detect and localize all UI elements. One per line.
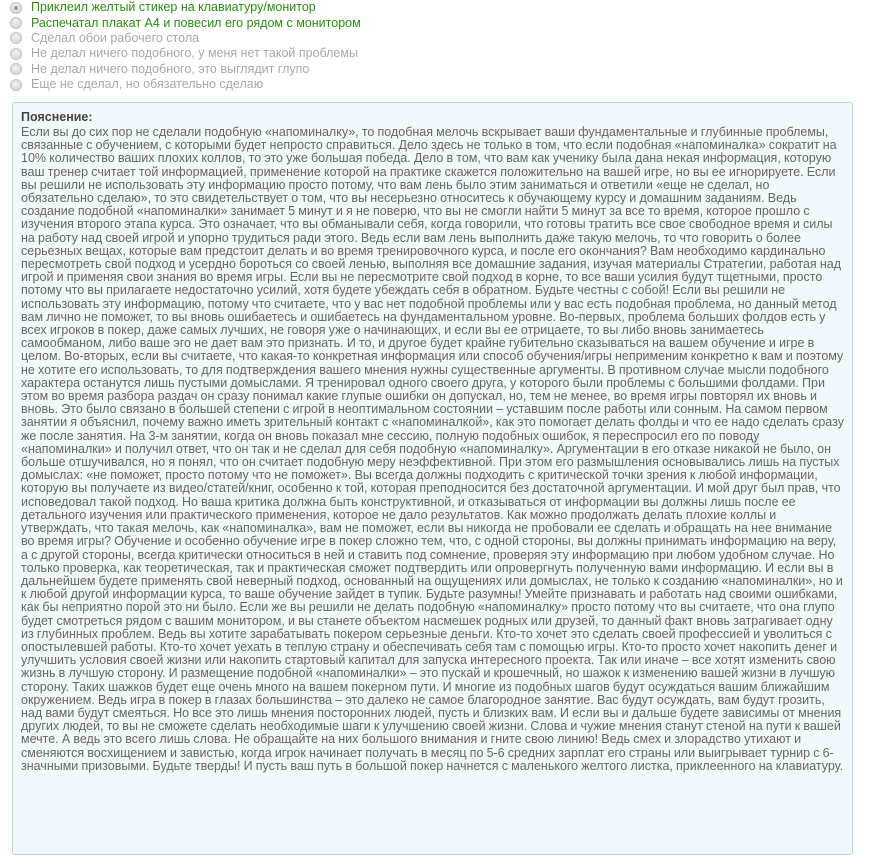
answer-option-label: Приклеил желтый стикер на клавиатуру/монитор bbox=[31, 0, 316, 15]
answer-option-wallpaper[interactable] bbox=[10, 31, 870, 46]
answer-option-label: Не делал ничего подобного, у меня нет такой проблемы bbox=[31, 46, 358, 61]
answer-option-poster[interactable] bbox=[10, 15, 870, 30]
radio-button[interactable] bbox=[10, 17, 22, 29]
answer-option-not-yet[interactable] bbox=[10, 77, 870, 92]
answer-option-no-problem[interactable] bbox=[10, 46, 870, 61]
radio-button[interactable] bbox=[10, 48, 22, 60]
radio-button[interactable] bbox=[10, 2, 22, 14]
answer-option-label: Не делал ничего подобного, это выглядит глупо bbox=[31, 61, 310, 76]
answer-option-label: Сделал обои рабочего стола bbox=[31, 30, 200, 45]
explanation-box bbox=[12, 102, 853, 855]
explanation-title: Пояснение: bbox=[21, 110, 93, 124]
radio-button[interactable] bbox=[10, 79, 22, 91]
explanation-text: Если вы до сих пор не сделали подобную «напоминалку», то подобная мелочь вскрывает ваши фундаментальные и глубинные проблемы, связанные с обучением, с которыми будет непросто справиться. Дело здесь не только в том, что если подобная «напоминалка» сократит на 10% количество ваших плохих коллов, то это уже большая победа. Дело в том, что вам как ученику была дана некая информация, которую ваш тренер считает той информацией, применение которой на практике скажется положительно на вашей игре, но вы ее игнорируете. Если вы решили не использовать эту информацию просто потому, что вам лень было этим заниматься и ответили «еще не сделал, но обязательно сделаю», то это свидетельствует о том, что вы несерьезно относитесь к обучающему курсу и домашним заданиям. Ведь создание подобной «напоминалки» занимает 5 минут и я не поверю, что вы не смогли найти 5 минут за все то время, которое прошло с изучения второго этапа курса. Это означает, что вы обманывали себя, когда говорили, что готовы тратить все свое свободное время и силы на работу над своей игрой и упорно трудиться ради этого. Ведь если вам лень выполнить даже такую мелочь, то что говорить о более серьезных вещах, которые вам предстоит делать и во время тренировочного курса, и после его окончания? Вам необходимо кардинально пересмотреть свой подход и усердно бороться со своей ленью, выполняя все домашние задания, изучая материалы Стратегии, работая над игрой и применяя свои знания во время игры. Если вы не пересмотрите свой подход в корне, то все ваши усилия будут тщетными, просто потому что вы прилагаете недостаточно усилий, хотя будете убеждать себя в обратном. Будьте честны с собой! Если вы решили не использовать эту информацию, потому что считаете, что у вас нет подобной проблемы или у вас есть подобная проблема, но данный метод вам лично не поможет, то вы вновь ошибаетесь и ошибаетесь на фундаментальном уровне. Во-первых, проблема больших фолдов есть у всех игроков в покер, даже самых лучших, не говоря уже о начинающих, и если вы ее отрицаете, то вы либо вновь занимаетесь самообманом, либо ваше эго не дает вам это признать. И то, и другое будет крайне губительно сказываться на вашем обучение и игре в целом. Во-вторых, если вы считаете, что какая-то конкретная информация или способ обучения/игры неприменим конкретно к вам и поэтому не хотите его использовать, то для подтверждения вашего мнения нужны существенные аргументы. В противном случае мысли подобного характера останутся лишь пустыми домыслами. Я тренировал одного своего друга, у которого были проблемы с большими фолдами. При этом во время разбора раздач он сразу понимал какие глупые ошибки он допускал, но, тем не менее, во время игры повторял их вновь и вновь. Это было связано в большей степени с игрой в неоптимальном состоянии – уставшим после работы или сонным. На самом первом занятии я объяснил, почему важно иметь зрительный контакт с «напоминалкой», как это помогает делать фолды и что ее надо сделать сразу же после занятия. На 3-м занятии, когда он вновь показал мне сессию, полную подобных ошибок, я переспросил его по поводу «напоминалки» и получил ответ, что он так и не сделал для себя подобную «напоминалку». Аргументации в его отказе никакой не было, он больше отшучивался, но я понял, что он считает подобную меру неэффективной. При этом его размышления основывались лишь на пустых домыслах: «не поможет, просто потому что не поможет». Вы всегда должны подходить с критической точки зрения к любой информации, которую вы получаете из видео/статей/книг, особенно к той, которая преподносится без достаточной аргументации. И мой друг был прав, что исповедовал такой подход. Но ваша критика должна быть конструктивной, и отказываться от информации вы должны лишь после ее детального изучения или практического применения, которое не дало результатов. Как можно продолжать делать плохие коллы и утверждать, что такая мелочь, как «напоминалка», вам не поможет, если вы никогда не пробовали ее сделать и обращать на нее внимание во время игры? Обучение и особенно обучение игре в покер сложно тем, что, с одной стороны, вы должны принимать информацию на веру, а с другой стороны, всегда критически относиться в ней и ставить под сомнение, проверяя эту информацию при любом удобном случае. Но только проверка, как теоретическая, так и практическая сможет подтвердить или опровергнуть полученную вами информацию. И если вы в дальнейшем будете применять свой неверный подход, основанный на ощущениях или домыслах, не только к созданию «напоминалки», но и к любой другой информации курса, то ваше обучение зайдет в тупик. Будьте разумны! Умейте признавать и работать над своими ошибками, как бы неприятно порой это ни было. Если же вы решили не делать подобную «напоминалку» просто потому что вы считаете, что она глупо будет смотреться рядом с вашим монитором, и вы станете объектом насмешек родных или друзей, то данный факт вновь затрагивает одну из глубинных проблем. Ведь вы хотите зарабатывать покером серьезные деньги. Кто-то хочет это сделать своей профессией и уволиться с опостылевшей работы. Кто-то хочет уехать в теплую страну и обеспечивать себя там с помощью игры. Кто-то просто хочет накопить денег и улучшить условия своей жизни или накопить стартовый капитал для запуска интересного проекта. Так или иначе – все хотят изменить свою жизнь в лучшую сторону. И размещение подобной «напоминалки» – это пускай и крошечный, но шажок к изменению вашей жизни в лучшую сторону. Таких шажков будет еще очень много на вашем покерном пути. И многие из подобных шагов будут осуждаться вашим ближайшим окружением. Ведь игра в покер в глазах большинства – это далеко не самое благородное занятие. Вас будут осуждать, вам будут грозить, над вами будут смеяться. Но все это лишь мнения посторонних людей, пусть и близких вам. И если вы и дальше будете зависимы от мнения других людей, то вы не сможете сделать необходимые шаги к улучшению своей жизни. Слова и чужие мнения станут стеной на пути к вашей мечте. А ведь это всего лишь слова. Не обращайте на них большого внимания и гните свою линию! Ведь смех и злорадство утихают и сменяются восхищением и завистью, когда игрок начинает получать в месяц по 5-6 средних зарплат его страны или выигрывает турнир с 6-значными призовыми. Будьте тверды! И пусть ваш путь в большой покер начнется с маленького желтого листка, приклеенного на клавиатуру. bbox=[21, 125, 844, 773]
radio-button[interactable] bbox=[10, 63, 22, 75]
answer-option-looks-stupid[interactable] bbox=[10, 62, 870, 77]
answer-option-label: Распечатал плакат А4 и повесил его рядом с монитором bbox=[31, 15, 361, 30]
answer-options bbox=[10, 0, 870, 92]
answer-option-label: Еще не сделал, но обязательно сделаю bbox=[31, 77, 264, 92]
radio-button[interactable] bbox=[10, 32, 22, 44]
answer-option-sticker[interactable] bbox=[10, 0, 870, 15]
